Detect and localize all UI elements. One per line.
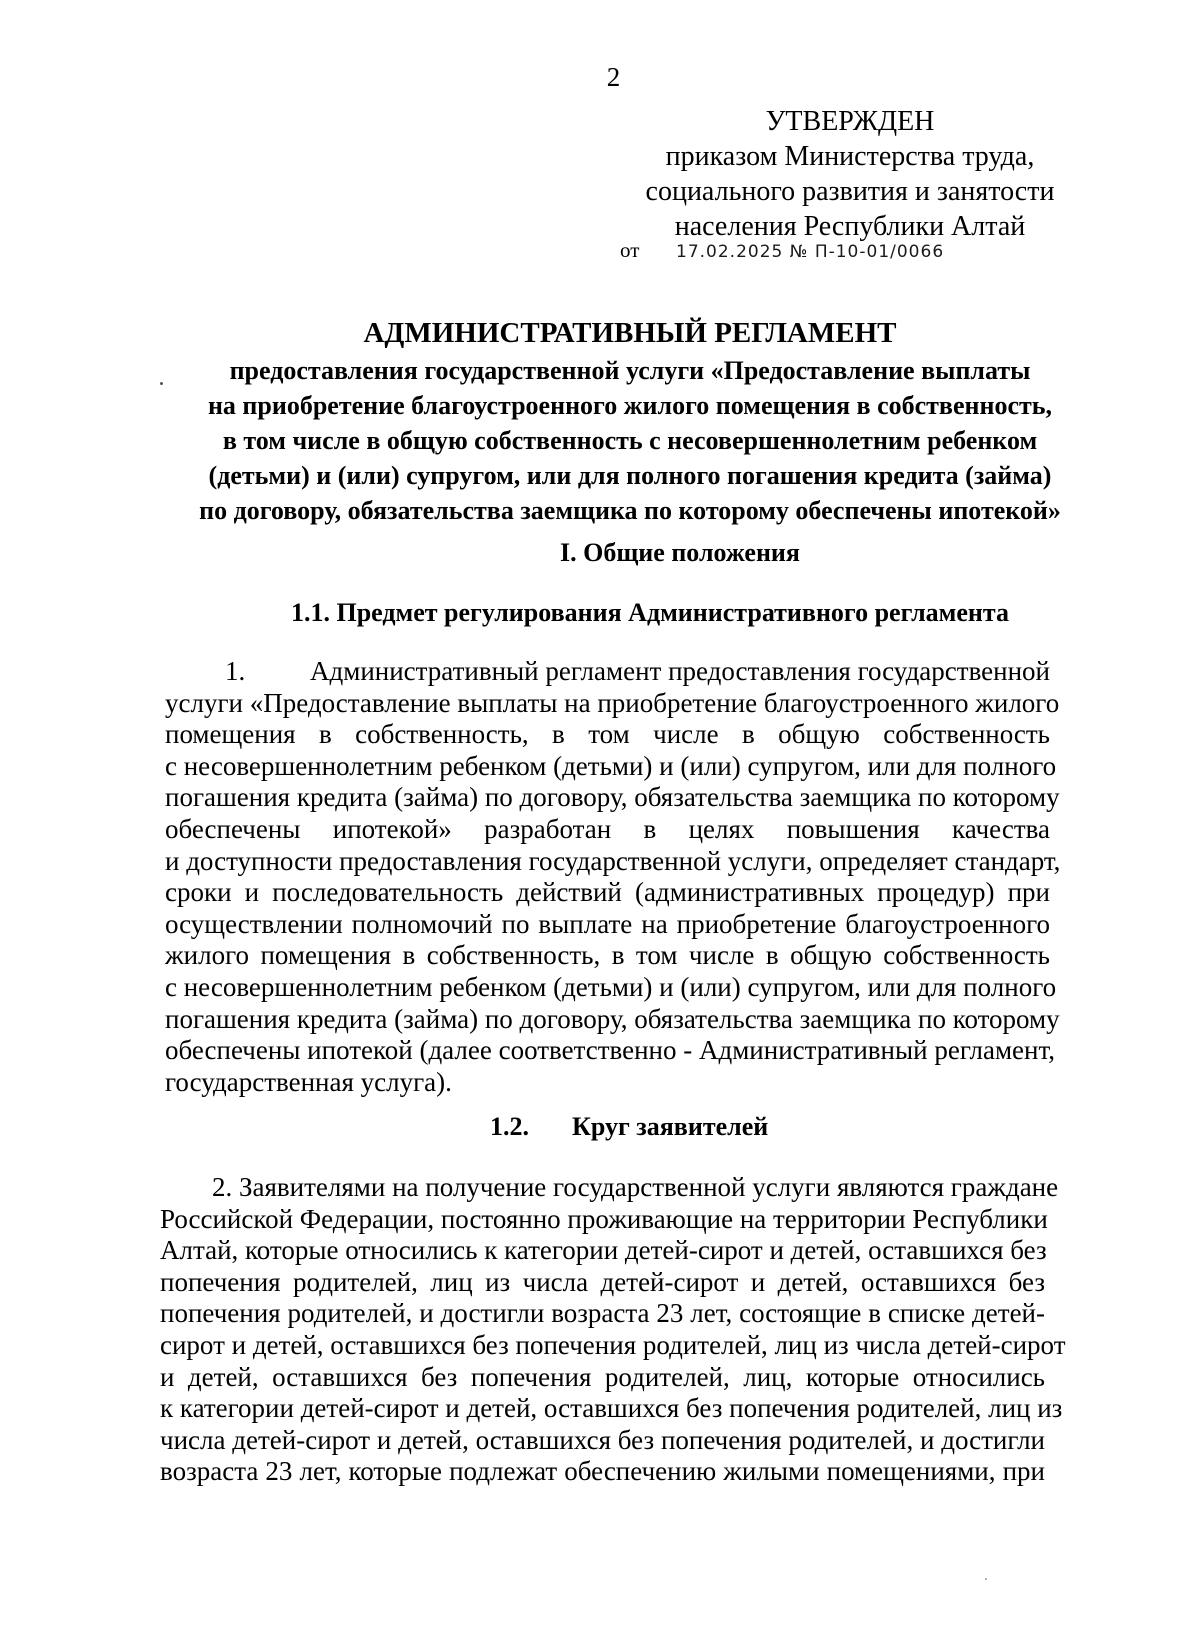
- paragraph-line: погашения кредита (займа) по договору, обязательства заемщика по которому: [165, 782, 1060, 813]
- approval-date-row: [620, 236, 944, 266]
- paragraph-line: погашения кредита (займа) по договору, обязательства заемщика по которому: [165, 1003, 1060, 1034]
- paragraph-line: Алтай, которые относились к категории детей-сирот и детей, оставшихся без: [160, 1235, 1047, 1266]
- approval-date-number: 17.02.2025 № П-10-01/0066: [676, 242, 945, 262]
- approval-heading: УТВЕРЖДЕН: [765, 106, 935, 137]
- paragraph-line: сроки и последовательность действий (административных процедур) при: [165, 877, 1050, 908]
- title-subtitle-line: предоставления государственной услуги «Предоставление выплаты: [229, 356, 1031, 385]
- paragraph-line: числа детей-сирот и детей, оставшихся без попечения родителей, и достигли: [160, 1424, 1045, 1455]
- paragraph-1: [165, 656, 1061, 1098]
- approval-block: [640, 104, 1060, 244]
- paragraph-line: попечения родителей, лиц из числа детей-сирот и детей, оставшихся без: [160, 1266, 1045, 1297]
- paragraph-line: помещения в собственность, в том числе в общую собственность: [165, 719, 1050, 750]
- paragraph-line: и доступности предоставления государственной услуги, определяет стандарт,: [165, 845, 1061, 876]
- paragraph-line: Российской Федерации, постоянно проживающие на территории Республики: [160, 1203, 1048, 1234]
- document-title: [150, 316, 1110, 528]
- paragraph-line: обеспечены ипотекой» разработан в целях повышения качества: [165, 813, 1050, 844]
- paragraph-line: к категории детей-сирот и детей, оставшихся без попечения родителей, лиц из: [160, 1393, 1063, 1424]
- scan-speck: [160, 382, 163, 385]
- subsection-number: 1.2.: [490, 1112, 529, 1141]
- paragraph-line: 2. Заявителями на получение государственной услуги являются граждане: [212, 1172, 1059, 1202]
- approval-line: социального развития и занятости: [645, 176, 1055, 207]
- paragraph-line: осуществлении полномочий по выплате на приобретение благоустроенного: [165, 908, 1050, 939]
- paragraph-line: жилого помещения в собственность, в том числе в общую собственность: [165, 940, 1050, 971]
- paragraph-line: возраста 23 лет, которые подлежат обеспечению жилыми помещениями, при: [160, 1456, 1045, 1487]
- page-number: 2: [606, 62, 621, 92]
- scan-speck: [985, 1578, 987, 1580]
- paragraph-line: с несовершеннолетним ребенком (детьми) и (или) супругом, или для полного: [165, 971, 1057, 1002]
- subsection-title: Круг заявителей: [572, 1112, 769, 1141]
- paragraph-line: сирот и детей, оставшихся без попечения родителей, лиц из числа детей-сирот: [160, 1329, 1066, 1360]
- approval-date-prefix: от: [620, 238, 640, 262]
- title-subtitle-line: в том числе в общую собственность с несовершеннолетним ребенком: [222, 426, 1038, 455]
- title-subtitle-line: на приобретение благоустроенного жилого помещения в собственность,: [207, 391, 1053, 420]
- title-main: АДМИНИСТРАТИВНЫЙ РЕГЛАМЕНТ: [363, 317, 897, 349]
- title-subtitle-line: (детьми) и (или) супругом, или для полного погашения кредита (займа): [208, 461, 1052, 490]
- paragraph-line: попечения родителей, и достигли возраста 23 лет, состоящие в списке детей-: [160, 1298, 1045, 1329]
- paragraph-2: [160, 1172, 1066, 1488]
- paragraph-1-number: 1.: [225, 656, 246, 686]
- paragraph-line: обеспечены ипотекой (далее соответственно - Административный регламент,: [165, 1035, 1056, 1066]
- title-subtitle-line: по договору, обязательства заемщика по которому обеспечены ипотекой»: [199, 496, 1061, 525]
- approval-line: населения Республики Алтай: [674, 211, 1026, 242]
- approval-line: приказом Министерства труда,: [665, 141, 1035, 172]
- paragraph-line: с несовершеннолетним ребенком (детьми) и (или) супругом, или для полного: [165, 750, 1057, 781]
- subsection-heading-subject: 1.1. Предмет регулирования Административного регламента: [291, 598, 1009, 627]
- section-heading-general: I. Общие положения: [560, 538, 800, 567]
- paragraph-line: услуги «Предоставление выплаты на приобретение благоустроенного жилого: [165, 687, 1060, 718]
- paragraph-line: и детей, оставшихся без попечения родителей, лиц, которые относились: [160, 1361, 1045, 1392]
- paragraph-1-first-line: [165, 656, 1050, 688]
- paragraph-1-first-text: Административный регламент предоставления государственной: [310, 656, 1050, 686]
- paragraph-line: государственная услуга).: [165, 1066, 452, 1097]
